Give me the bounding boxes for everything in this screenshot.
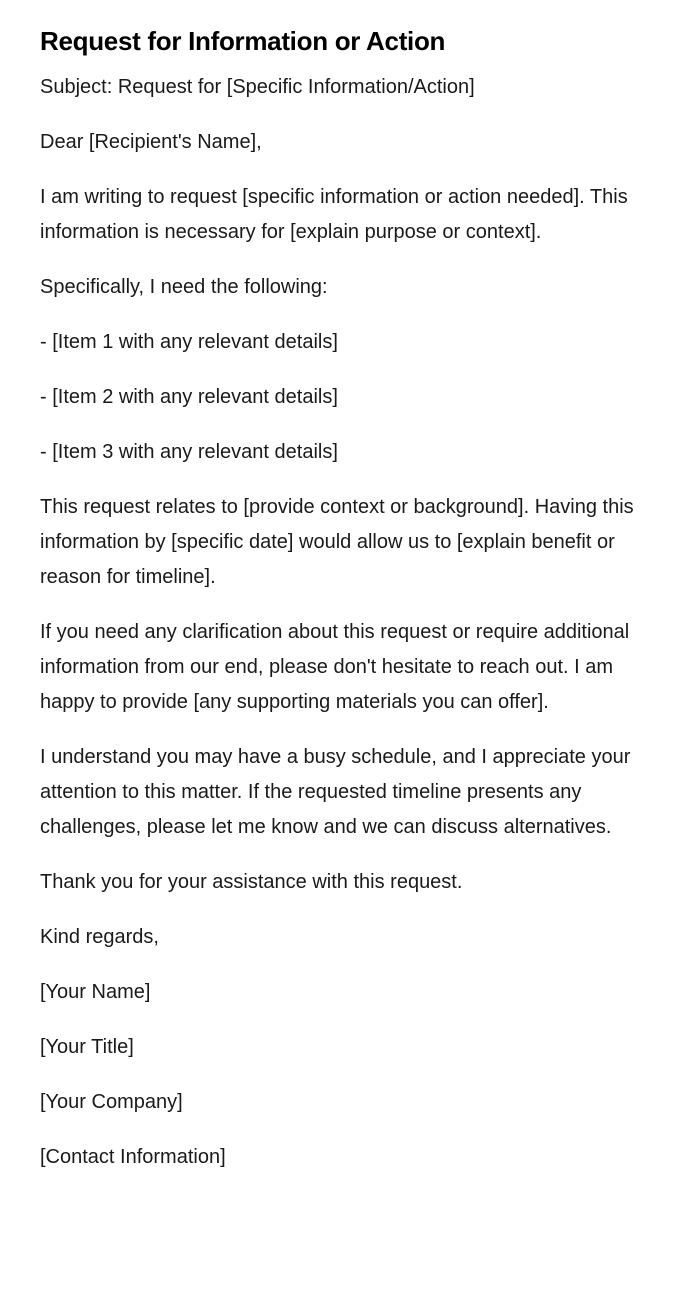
thanks-line: Thank you for your assistance with this request. [40,871,463,893]
signature-name: [Your Name] [40,981,151,1003]
signature-company: [Your Company] [40,1091,183,1113]
closing: Kind regards, [40,926,159,948]
list-item-3: - [Item 3 with any relevant details] [40,441,338,463]
salutation: Dear [Recipient's Name], [40,131,262,153]
signature-title: [Your Title] [40,1036,134,1058]
signature-contact: [Contact Information] [40,1146,226,1168]
context-paragraph: This request relates to [provide context or background]. Having this information by [specific date] would allow us to [explain benefit or reason for timeline]. [40,496,634,588]
document-title: Request for Information or Action [40,26,446,56]
list-item-1: - [Item 1 with any relevant details] [40,331,338,353]
letter-document [40,24,650,1195]
subject-line: Subject: Request for [Specific Information/Action] [40,76,475,98]
list-intro: Specifically, I need the following: [40,276,328,298]
clarification-paragraph: If you need any clarification about this request or require additional information from our end, please don't hesitate to reach out. I am happy to provide [any supporting materials you can offer]. [40,621,630,713]
intro-paragraph: I am writing to request [specific information or action needed]. This information is necessary for [explain purpose or context]. [40,186,628,243]
appreciation-paragraph: I understand you may have a busy schedule, and I appreciate your attention to this matter. If the requested timeline presents any challenges, please let me know and we can discuss alternatives. [40,746,631,838]
list-item-2: - [Item 2 with any relevant details] [40,386,338,408]
